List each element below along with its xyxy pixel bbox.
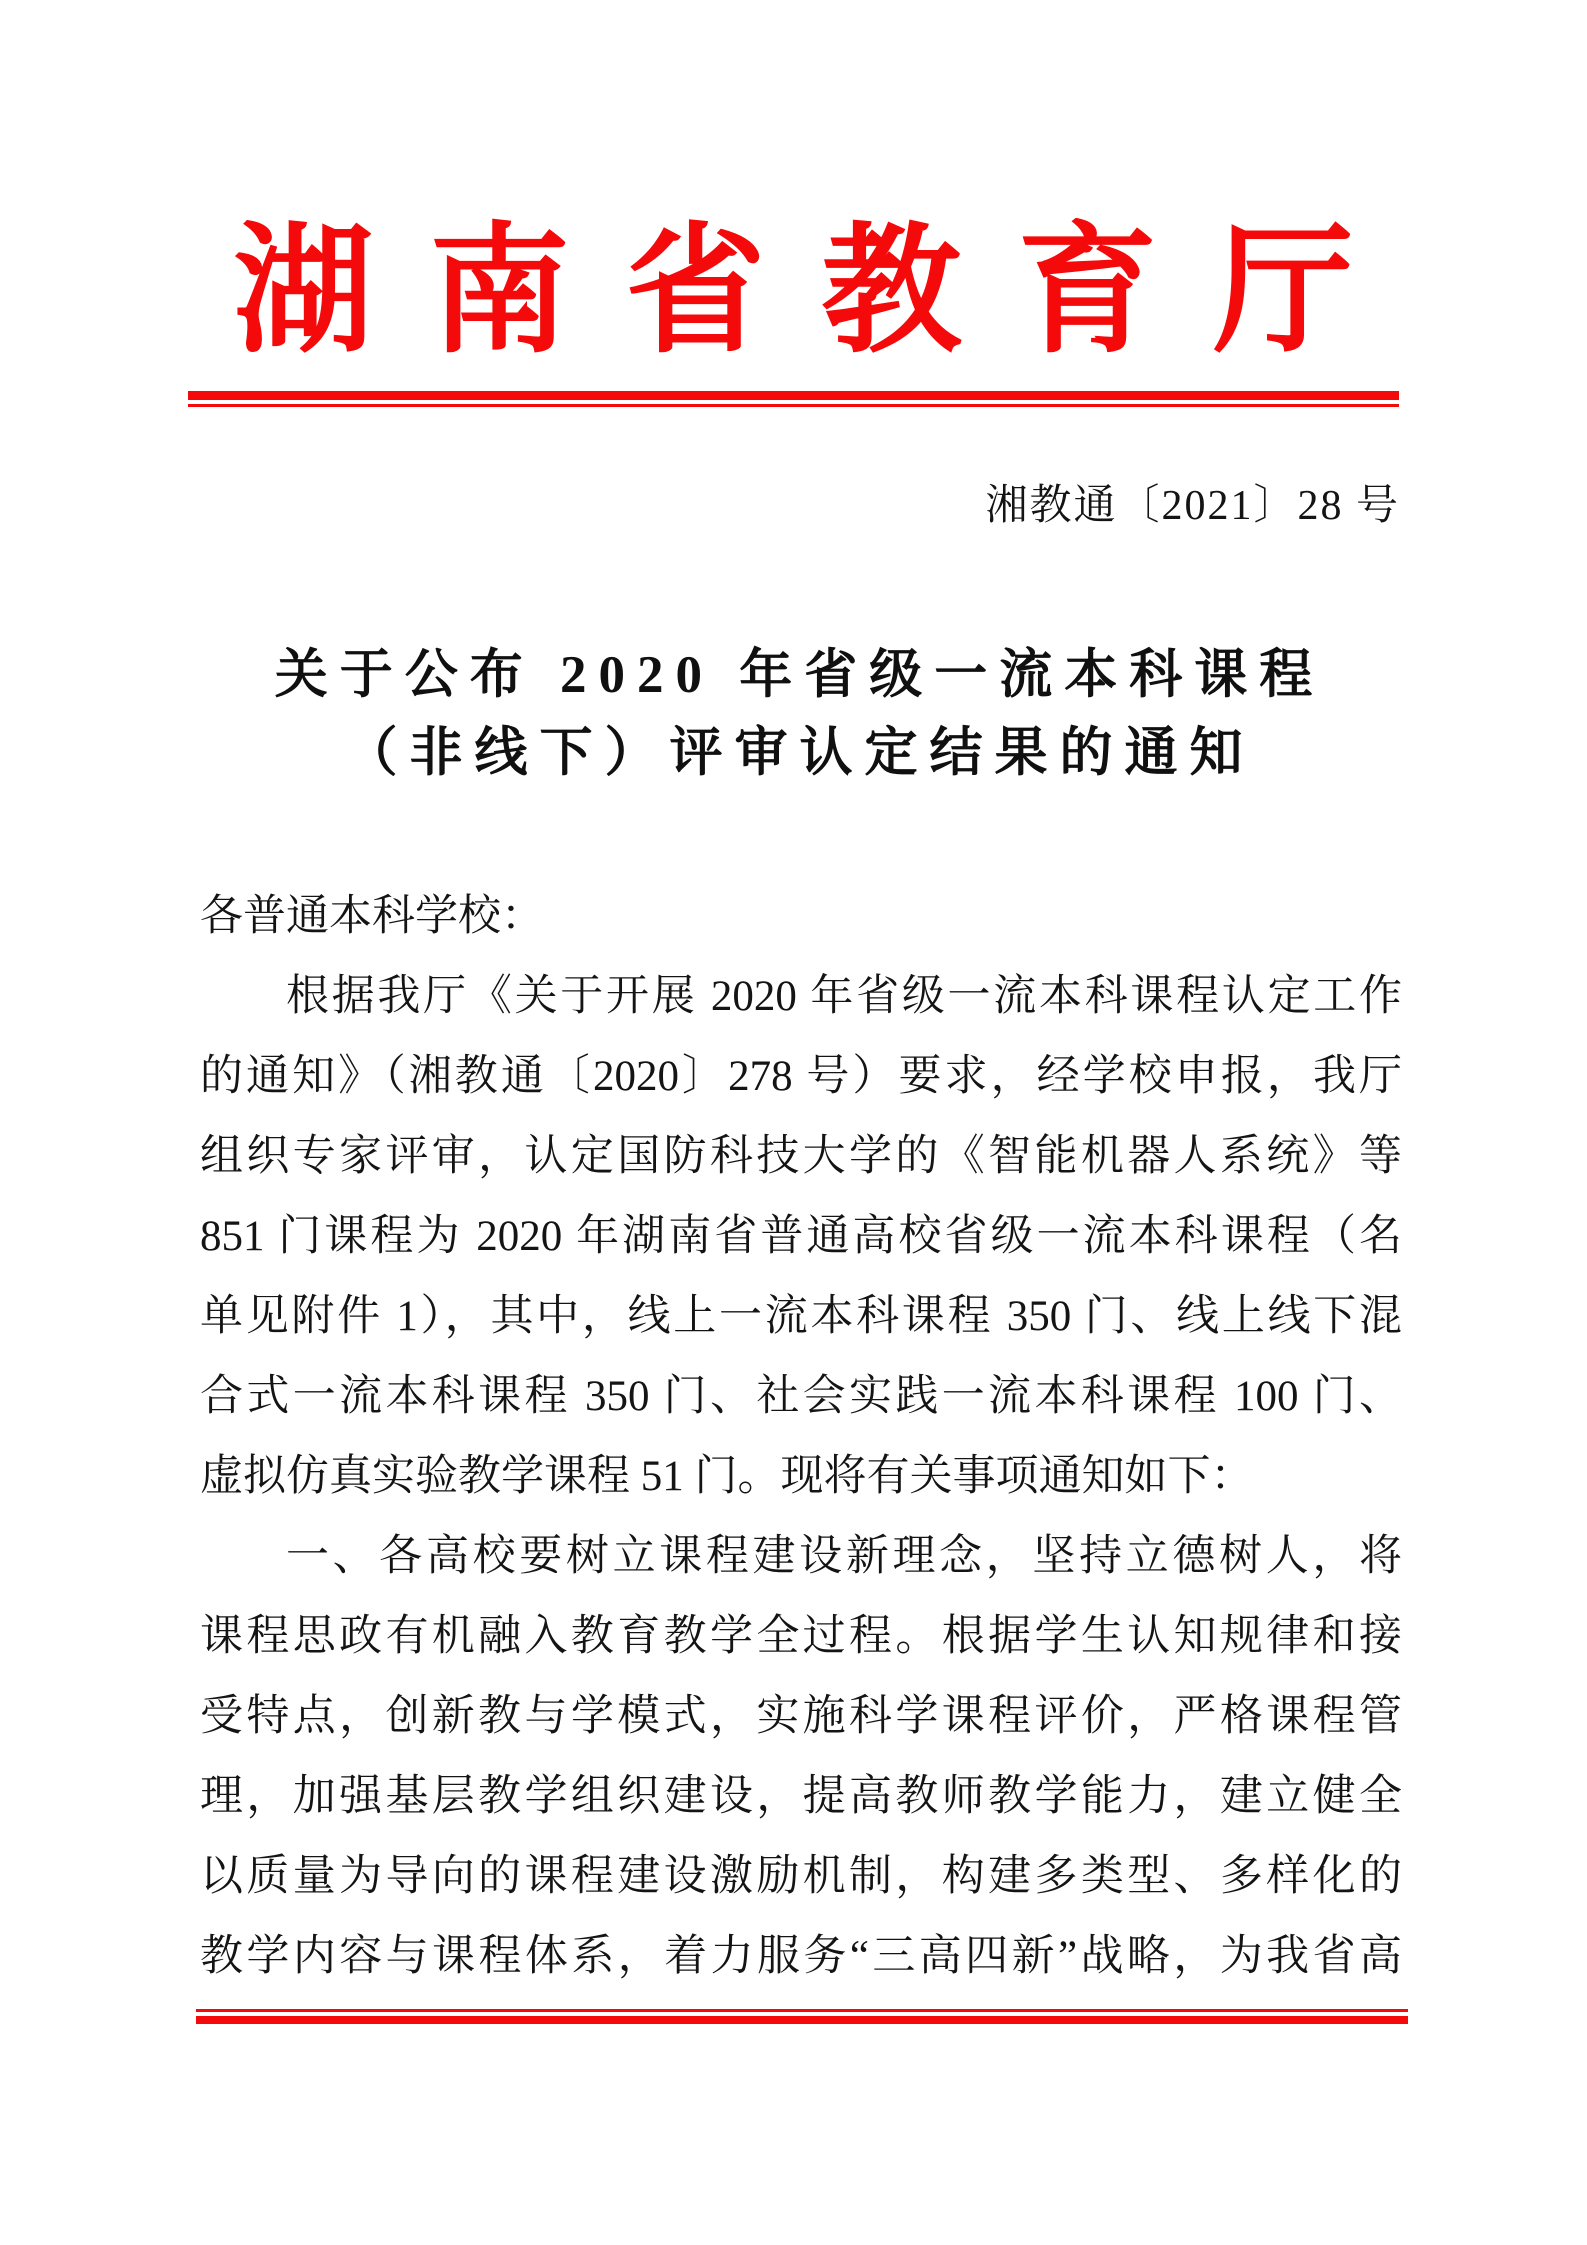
agency-letterhead — [0, 215, 1587, 410]
body-line: 合式一流本科课程 350 门、社会实践一流本科课程 100 门、 — [200, 1373, 1402, 1420]
document-body — [200, 877, 1402, 1997]
letterhead-rule-thin — [188, 404, 1399, 407]
body-line: 851 门课程为 2020 年湖南省普通高校省级一流本科课程（名 — [200, 1213, 1402, 1260]
body-line: 以质量为导向的课程建设激励机制，构建多类型、多样化的 — [200, 1853, 1402, 1900]
body-line: 虚拟仿真实验教学课程 51 门。现将有关事项通知如下： — [200, 1453, 1254, 1500]
body-line: 单见附件 1），其中，线上一流本科课程 350 门、线上线下混 — [200, 1293, 1402, 1340]
agency-name: 湖南省教育厅 — [233, 215, 1410, 370]
document-title-line-2: （非线下）评审认定结果的通知 — [344, 724, 1255, 782]
document-title-line-1: 关于公布 2020 年省级一流本科课程 — [274, 646, 1325, 704]
document-title — [0, 636, 1587, 792]
body-line: 课程思政有机融入教育教学全过程。根据学生认知规律和接 — [200, 1613, 1402, 1660]
body-line: 的通知》（湘教通〔2020〕278 号）要求，经学校申报，我厅 — [200, 1053, 1402, 1100]
body-line: 组织专家评审，认定国防科技大学的《智能机器人系统》等 — [200, 1133, 1402, 1180]
body-line: 理，加强基层教学组织建设，提高教师教学能力，建立健全 — [200, 1773, 1402, 1820]
footer-rule-thin — [196, 2009, 1408, 2012]
salutation-line: 各普通本科学校： — [200, 893, 544, 940]
body-line: 教学内容与课程体系，着力服务“三高四新”战略，为我省高 — [200, 1933, 1402, 1980]
body-line: 根据我厅《关于开展 2020 年省级一流本科课程认定工作 — [286, 973, 1402, 1020]
document-number: 湘教通〔2021〕28 号 — [985, 483, 1400, 529]
letterhead-rule-thick — [188, 391, 1399, 400]
footer-rule-thick — [196, 2016, 1408, 2024]
body-line: 受特点，创新教与学模式，实施科学课程评价，严格课程管 — [200, 1693, 1402, 1740]
body-line: 一、各高校要树立课程建设新理念，坚持立德树人，将 — [286, 1533, 1402, 1580]
